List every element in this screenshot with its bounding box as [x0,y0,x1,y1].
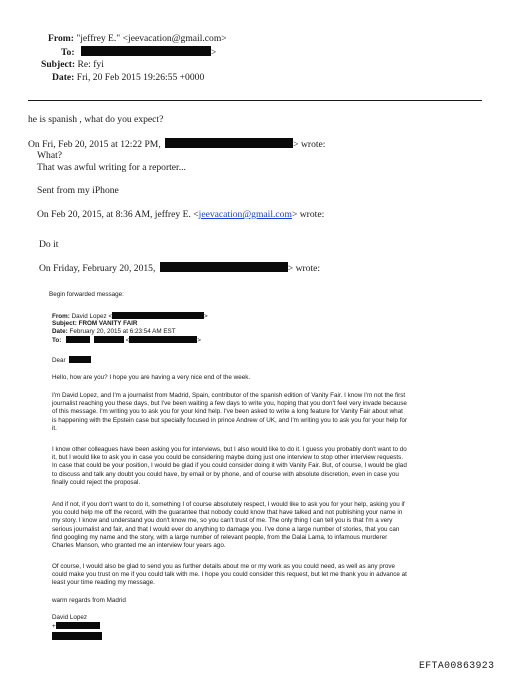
forward-subject-value: FROM VANITY FAIR [78,320,138,327]
forward-to-line [52,336,201,345]
quote1-line1: What? [37,150,63,161]
header-from-line [48,33,227,45]
forward-paragraph-3: And if not, if you don't want to do it, something I of course absolutely respect, I would like to ask you for your help, asking you if you could help me off the record, with the guarantee that nobody could know that have talked and not publishing your name in my story. I know and understand you don't know me, so you can't trust of me. The only thing I can tell you is that I'm a very serious journalist and fair, and that I would ever do anything to damage you. I've done a large number of stories, that you can find googling my name and the story, with a large number of relevant people, from the Dalai Lama, to infamous murderer Charles Manson, who granted me an interview four years ago. [52,501,405,550]
redaction-box [56,622,100,629]
forward-signature: David Lopez [52,614,88,621]
forward-to-label: To: [52,337,62,344]
forward-from-value: David Lopez < [71,313,113,320]
forward-dear-line [52,356,91,365]
forward-to-mid: < [125,337,130,344]
redaction-box [94,336,124,343]
quote3-header [39,262,320,275]
forward-paragraph-4: Of course, I would also be glad to send you as further details about me or my work as you could need, as well as any prove could make you trust on me if you could talk with me. I hope you could consider this request, but let me thank you in advance at least your time reading my message. [52,563,407,587]
header-date-label: Date: [52,72,75,83]
forward-date-label: Date: [52,328,68,335]
header-from-label: From: [48,33,74,44]
forward-phone-prefix: + [52,623,56,630]
redaction-box [160,262,288,272]
forward-date-value: February 20, 2015 at 6:23:54 AM EST [69,328,176,335]
redaction-box [52,632,102,640]
header-date-value: Fri, 20 Feb 2015 19:26:55 +0000 [76,72,205,83]
forward-from-suffix: > [204,313,208,320]
header-date-line [52,72,204,84]
quote1-header [28,138,325,151]
forward-phone-line [52,622,100,631]
quote2-suffix: > wrote: [291,209,325,220]
forward-paragraph-2: I know other colleagues have been asking you for interviews, but I also would like to do it. I guess you probably don't want to do it, but I would like to ask you in case you could be considering maybe doing just one interview to stop other interview requests. In case that could be your position, I would be glad if you could consider doing it with Vanity Fair. But, of course, I would be glad to discuss and talk any doubt you could have, by email or by phone, and of course with absolute discretion, even in case you finally could reject the proposal. [52,446,407,486]
forward-intro: Begin forwarded message: [49,291,124,298]
forward-to-suffix: > [197,337,201,344]
quote2-header [37,209,324,221]
forward-closing: warm regards from Madrid [52,597,126,604]
forward-subject-line [52,320,137,328]
quote2-email-link[interactable]: jeevacation@gmail.com [198,209,292,220]
quote1-suffix: > wrote: [293,139,326,150]
header-from-value: "jeffrey E." <jeevacation@gmail.com> [76,33,227,44]
quote2-prefix: On Feb 20, 2015, at 8:36 AM, jeffrey E. < [37,209,199,220]
forward-subject-label: Subject: [52,320,77,327]
quote3-suffix: > wrote: [287,263,321,274]
forward-date-line [52,328,176,336]
reply-top: he is spanish , what do you expect? [28,114,164,125]
quote3-prefix: On Friday, February 20, 2015, [39,263,156,274]
quote1-prefix: On Fri, Feb 20, 2015 at 12:22 PM, [28,139,161,150]
header-subject-value: Re: fyi [77,59,104,70]
forward-from-label: From: [52,313,70,320]
header-divider [28,100,482,101]
redaction-box [69,356,91,363]
redaction-box [66,336,90,343]
redaction-box [165,138,293,148]
forward-dear: Dear [52,357,66,364]
header-subject-line [41,59,104,71]
bates-number: EFTA00863923 [419,660,495,671]
forward-paragraph-1: I'm David Lopez, and I'm a journalist from Madrid, Spain, contributor of the spanish edition of Vanity Fair. I know I'm not the first journalist reaching you these days, but I've been waiting a few days to write you, hoping that you don't feel very invade because of this message. I'm writing you to ask you for your kind help. I've been asked to write a long feature for Vanity Fair about what is happening with the Epstein case but specially focused in prince Andrew of UK, and I'm writing you to ask you for your help for it. [52,392,408,432]
header-subject-label: Subject: [41,59,76,70]
do-it-line: Do it [39,239,59,250]
header-to-suffix: > [210,47,217,58]
redaction-box [112,312,204,319]
sent-from-line: Sent from my iPhone [37,185,119,196]
header-to-label: To: [61,47,75,58]
header-to-line [61,46,216,59]
redaction-box [129,336,197,343]
forward-greeting: Hello, how are you? I hope you are having a very nice end of the week. [52,374,251,381]
redaction-box [81,46,211,56]
quote1-line2: That was awful writing for a reporter... [37,162,186,173]
